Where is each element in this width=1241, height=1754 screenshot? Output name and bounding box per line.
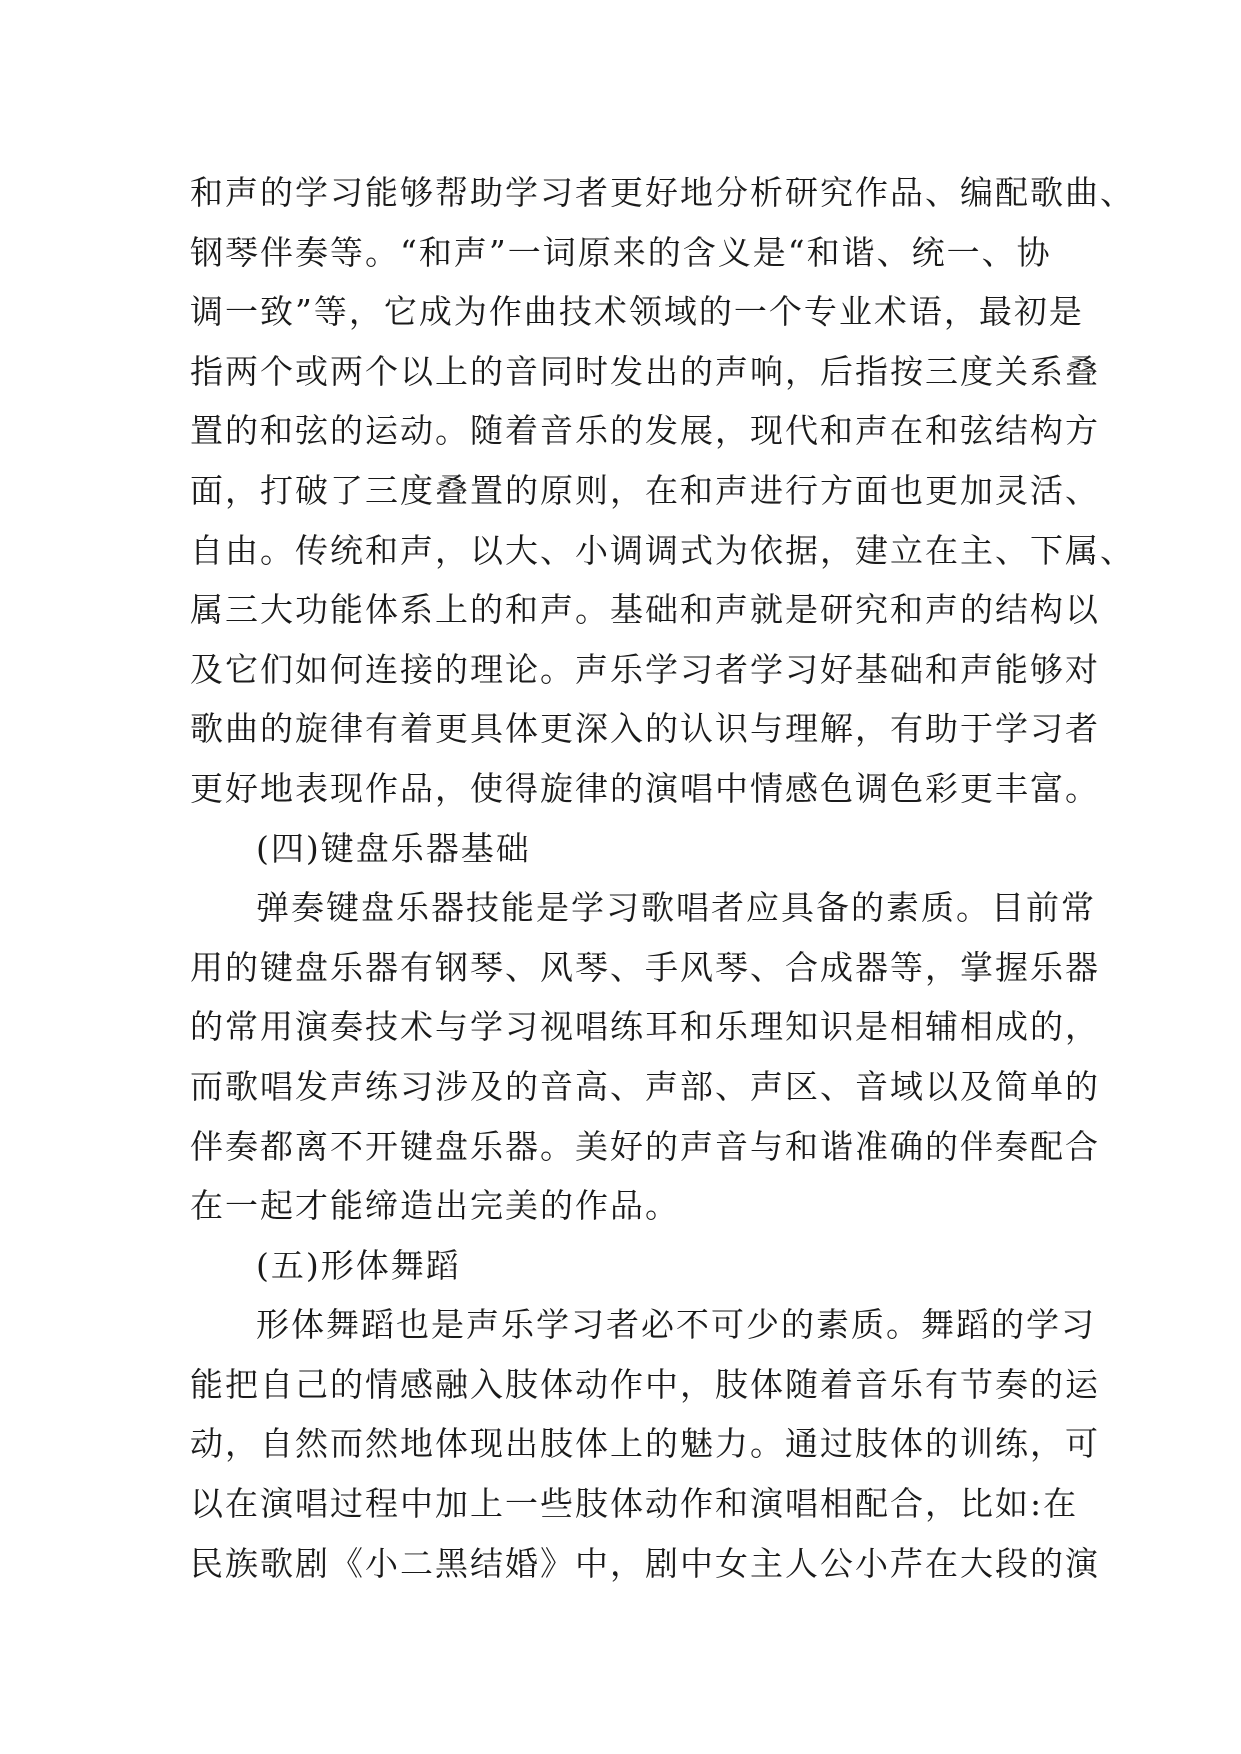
text-line: 和声的学习能够帮助学习者更好地分析研究作品、编配歌曲、	[190, 173, 1135, 212]
text-line: 指两个或两个以上的音同时发出的声响，后指按三度关系叠	[190, 351, 1100, 391]
text-line: 调一致”等，它成为作曲技术领域的一个专业术语，最初是	[190, 292, 1084, 332]
text-line: 面，打破了三度叠置的原则，在和声进行方面也更加灵活、	[190, 470, 1100, 510]
heading-text: (五)形体舞蹈	[256, 1245, 461, 1285]
text-line: 弹奏键盘乐器技能是学习歌唱者应具备的素质。目前常	[256, 888, 1096, 928]
text-line: 伴奏都离不开键盘乐器。美好的声音与和谐准确的伴奏配合	[190, 1126, 1100, 1166]
text-line: 用的键盘乐器有钢琴、风琴、手风琴、合成器等，掌握乐器	[190, 947, 1100, 987]
text-line: 自由。传统和声，以大、小调调式为依据，建立在主、下属、	[190, 530, 1135, 570]
text-line: 及它们如何连接的理论。声乐学习者学习好基础和声能够对	[190, 649, 1100, 689]
section-heading	[190, 1236, 1090, 1296]
paragraph	[190, 878, 1100, 1236]
paragraph	[190, 163, 1135, 819]
text-line: 属三大功能体系上的和声。基础和声就是研究和声的结构以	[190, 590, 1100, 630]
text-line: 以在演唱过程中加上一些肢体动作和演唱相配合，比如:在	[190, 1484, 1079, 1524]
paragraph	[190, 1295, 1100, 1593]
section-heading	[190, 819, 1090, 879]
text-line: 能把自己的情感融入肢体动作中，肢体随着音乐有节奏的运	[190, 1364, 1100, 1404]
text-line: 更好地表现作品，使得旋律的演唱中情感色调色彩更丰富。	[190, 768, 1100, 808]
text-line: 歌曲的旋律有着更具体更深入的认识与理解，有助于学习者	[190, 709, 1100, 749]
text-line: 钢琴伴奏等。“和声”一词原来的含义是“和谐、统一、协	[190, 232, 1052, 272]
heading-text: (四)键盘乐器基础	[256, 828, 531, 868]
text-line: 的常用演奏技术与学习视唱练耳和乐理知识是相辅相成的，	[190, 1007, 1100, 1047]
text-line: 置的和弦的运动。随着音乐的发展，现代和声在和弦结构方	[190, 411, 1100, 451]
text-line: 动，自然而然地体现出肢体上的魅力。通过肢体的训练，可	[190, 1424, 1100, 1464]
text-line: 形体舞蹈也是声乐学习者必不可少的素质。舞蹈的学习	[256, 1305, 1096, 1345]
text-line: 民族歌剧《小二黑结婚》中，剧中女主人公小芹在大段的演	[190, 1543, 1100, 1583]
text-line: 在一起才能缔造出完美的作品。	[190, 1186, 680, 1226]
text-line: 而歌唱发声练习涉及的音高、声部、声区、音域以及简单的	[190, 1066, 1100, 1106]
document-body	[190, 163, 1135, 1593]
